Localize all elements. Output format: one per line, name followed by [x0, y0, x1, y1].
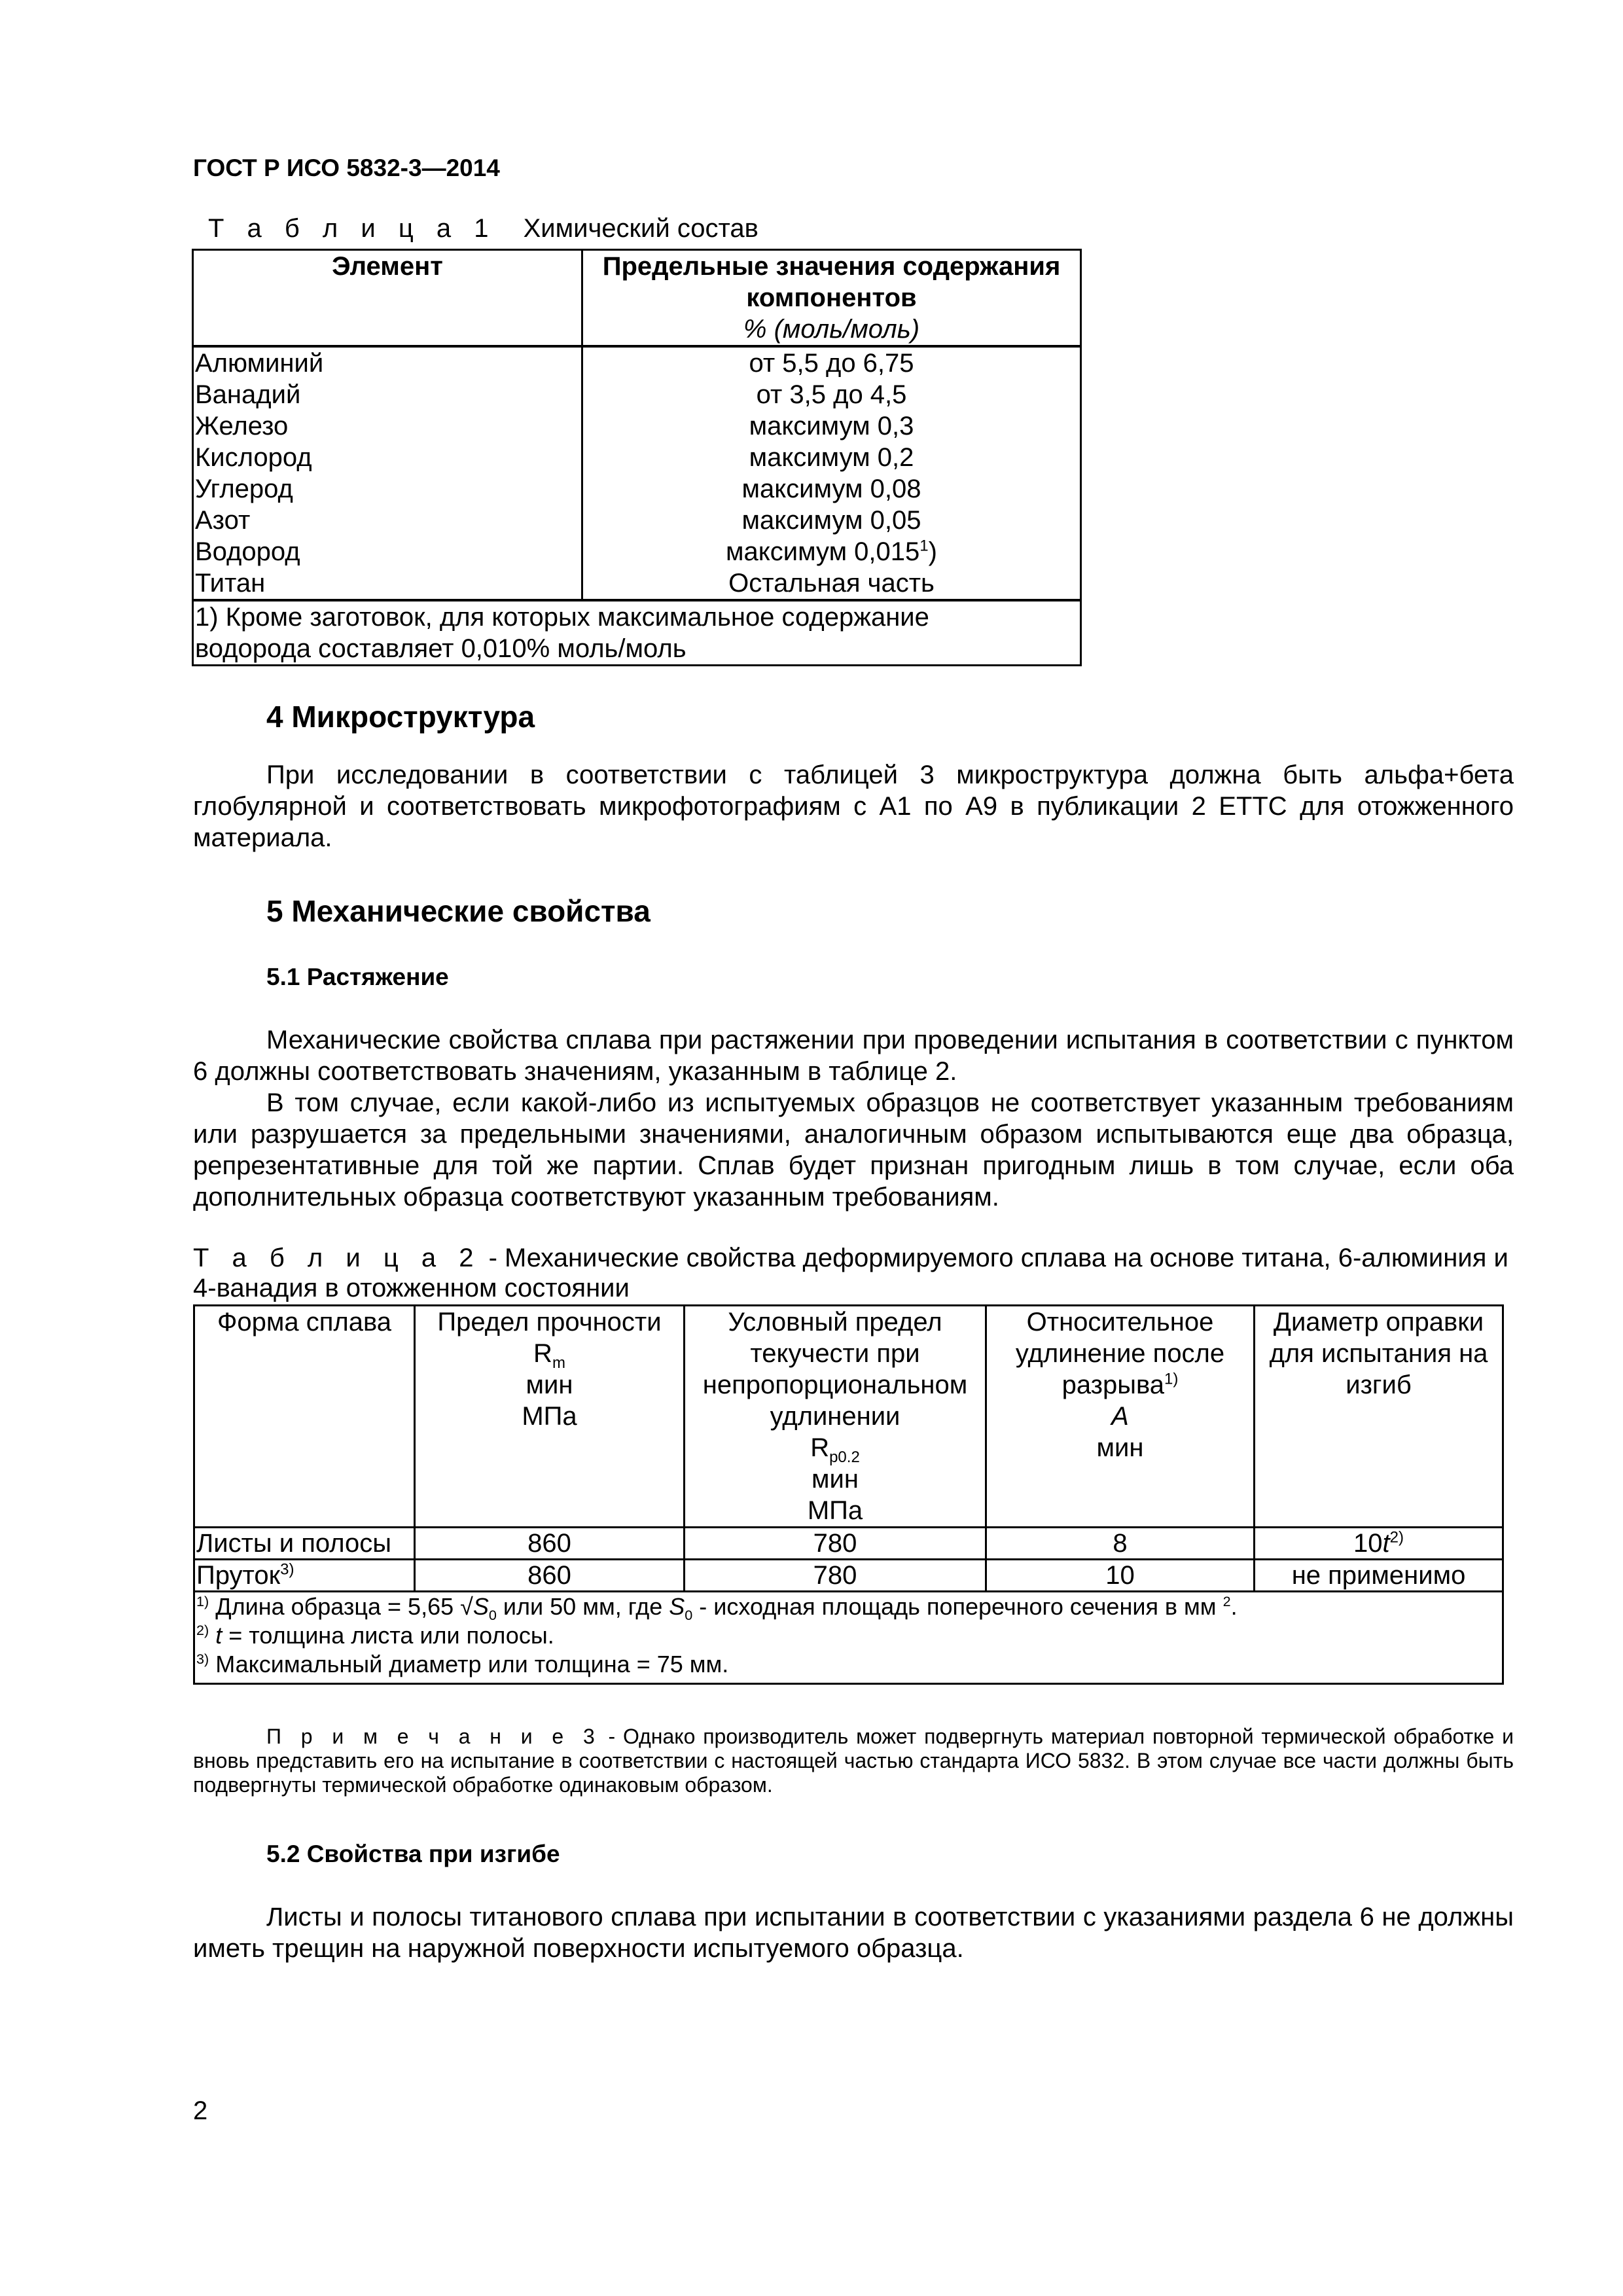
section5-2-body [193, 1901, 1514, 1964]
footnote-ref: 2) [1389, 1528, 1404, 1547]
header-line: изгиб [1346, 1371, 1412, 1399]
header-line [988, 1369, 1252, 1401]
header-line: Условный предел [728, 1308, 942, 1336]
bend-diameter-value [1255, 1528, 1503, 1560]
symbol: R [533, 1339, 552, 1368]
note-3-text: - Однако производитель может подвергнуть материал повторной термической обработке и вновь представить его на испытание в соответствии с настоящей частью стандарта ИСО 5832. В этом случае все части должны быть подвергнуты термической обработке одинаковым образом. [193, 1725, 1514, 1797]
footnote-text: или 50 мм, где [496, 1593, 669, 1620]
element-name: Азот [193, 505, 582, 536]
table-row [193, 442, 1081, 473]
table2-header-tensile [415, 1306, 685, 1528]
element-name: Титан [193, 567, 582, 600]
table1-caption-title: Химический состав [523, 214, 758, 243]
section5-1-body [193, 1024, 1514, 1213]
element-name: Углерод [193, 473, 582, 505]
table2-caption-line2: 4-ванадия в отожженном состоянии [193, 1274, 630, 1302]
alloy-form-text: Пруток [196, 1561, 281, 1590]
table-row [193, 473, 1081, 505]
footnote-sup: 2 [1222, 1593, 1231, 1609]
footnote-text: - исходная площадь поперечного сечения в мм [692, 1593, 1223, 1620]
footnote-sub: 0 [685, 1607, 693, 1624]
footnote-mark: 2) [196, 1622, 209, 1638]
element-value: от 3,5 до 4,5 [582, 379, 1081, 410]
table-row [193, 536, 1081, 567]
tensile-value: 860 [415, 1528, 685, 1560]
note-3-label: П р и м е ч а н и е 3 [266, 1725, 601, 1748]
footnote-text: . [1230, 1593, 1238, 1620]
mechanical-properties-table [193, 1304, 1504, 1685]
element-value: Остальная часть [582, 567, 1081, 600]
alloy-form [194, 1560, 415, 1592]
footnote-ref: 1) [1164, 1370, 1179, 1388]
header-line: мин [526, 1371, 573, 1399]
element-value: от 5,5 до 6,75 [582, 346, 1081, 379]
header-line: мин [812, 1465, 859, 1494]
chemical-composition-table [192, 249, 1082, 666]
bend-diameter-value [1255, 1560, 1503, 1592]
header-symbol [687, 1432, 984, 1466]
header-line: МПа [522, 1402, 577, 1431]
table-row [194, 1528, 1503, 1560]
section4-body [193, 759, 1514, 853]
element-value: максимум 0,3 [582, 410, 1081, 442]
header-line: удлинении [770, 1402, 901, 1431]
footnote-text: = толщина листа или полосы. [222, 1622, 554, 1649]
symbol-subscript: p0.2 [829, 1448, 860, 1466]
footnote-italic: S [473, 1593, 489, 1620]
table1-footnote-line1: 1) Кроме заготовок, для которых максимальное содержание [195, 603, 929, 632]
table1-header-limit-line2: компонентов [746, 283, 917, 312]
table2-header-elongation [986, 1306, 1255, 1528]
table1-header-limit [582, 250, 1081, 347]
footnote-ref: 3) [280, 1560, 294, 1579]
yield-value: 780 [685, 1528, 986, 1560]
table-row [193, 410, 1081, 442]
table2-header-bend-diameter [1255, 1306, 1503, 1528]
element-name: Железо [193, 410, 582, 442]
element-value [582, 536, 1081, 567]
table1-header-limit-line1: Предельные значения содержания [602, 252, 1061, 281]
note-3-paragraph [193, 1725, 1514, 1797]
table2-header-yield [685, 1306, 986, 1528]
table1-header-limit-unit: % (моль/моль) [743, 315, 920, 344]
header-line: мин [1096, 1433, 1144, 1462]
element-name: Водород [193, 536, 582, 567]
table2-footnote-3 [196, 1650, 1501, 1679]
symbol: R [810, 1433, 830, 1462]
table2-footnote-1 [196, 1592, 1501, 1624]
section5-1-paragraph2: В том случае, если какой-либо из испытуемых образцов не соответствует указанным требованиям или разрушается за предельными значениями, аналогичным образом испытываются еще два образца, репрезентативные для той же партии. Сплав будет признан пригодным лишь в том случае, если оба дополнительных образца соответствуют указанным требованиям. [193, 1088, 1514, 1211]
table1-header-element: Элемент [193, 250, 582, 347]
element-name: Кислород [193, 442, 582, 473]
footnote-text: Длина образца = 5,65 √ [209, 1593, 473, 1620]
footnote-text: Максимальный диаметр или толщина = 75 мм. [209, 1651, 729, 1677]
alloy-form-text: Листы и полосы [196, 1529, 392, 1558]
table-row [193, 346, 1081, 379]
symbol-subscript: m [552, 1354, 565, 1372]
section5-heading: 5 Механические свойства [266, 894, 651, 928]
table2-footnote-2 [196, 1621, 1501, 1650]
table1-footnote-line2: водорода составляет 0,010% моль/моль [195, 634, 687, 663]
section5-1-heading: 5.1 Растяжение [266, 963, 449, 990]
footnote-italic: S [669, 1593, 685, 1620]
bend-text: 10 [1353, 1529, 1383, 1558]
tensile-value: 860 [415, 1560, 685, 1592]
section4-paragraph: При исследовании в соответствии с таблицей 3 микроструктура должна быть альфа+бета глобулярной и соответствовать микрофотографиям с А1 по А9 в публикации 2 ЕТТС для отожженного материала. [193, 761, 1514, 852]
element-name: Алюминий [193, 346, 582, 379]
footnote-mark: 1) [196, 1593, 209, 1609]
value-suffix: ) [928, 537, 937, 566]
document-code: ГОСТ Р ИСО 5832-3—2014 [193, 154, 500, 181]
footnote-ref: 1 [919, 537, 929, 555]
section5-1-paragraph1: Механические свойства сплава при растяжении при проведении испытания в соответствии с пунктом 6 должны соответствовать значениям, указанным в таблице 2. [193, 1026, 1514, 1086]
footnote-mark: 3) [196, 1651, 209, 1667]
table2-caption-title: - Механические свойства деформируемого сплава на основе титана, 6-алюминия и [481, 1244, 1508, 1272]
element-value: максимум 0,2 [582, 442, 1081, 473]
element-value: максимум 0,08 [582, 473, 1081, 505]
yield-value: 780 [685, 1560, 986, 1592]
header-line: МПа [807, 1496, 863, 1525]
header-symbol [417, 1338, 682, 1372]
table2-caption-label: Т а б л и ц а 2 [193, 1244, 482, 1272]
alloy-form [194, 1528, 415, 1560]
section4-heading: 4 Микроструктура [266, 700, 535, 734]
page-number: 2 [193, 2096, 208, 2125]
section5-2-heading: 5.2 Свойства при изгибе [266, 1840, 560, 1867]
header-symbol: A [1111, 1402, 1129, 1431]
table2-footnotes [194, 1592, 1503, 1684]
note-3 [193, 1725, 1514, 1797]
table-row [194, 1560, 1503, 1592]
header-line: непропорциональном [702, 1371, 968, 1399]
bend-text: не применимо [1291, 1561, 1466, 1590]
header-text: разрыва [1061, 1371, 1165, 1399]
elongation-value: 8 [986, 1528, 1255, 1560]
header-line: Относительное [1026, 1308, 1214, 1336]
element-name: Ванадий [193, 379, 582, 410]
table-row [193, 379, 1081, 410]
footnote-italic: t [215, 1622, 223, 1649]
table-row [193, 567, 1081, 600]
table1-caption-label: Т а б л и ц а 1 [208, 214, 497, 243]
element-value: максимум 0,05 [582, 505, 1081, 536]
table2-caption [193, 1244, 1508, 1273]
header-line: Диаметр оправки [1273, 1308, 1484, 1336]
header-line: для испытания на [1269, 1339, 1488, 1368]
header-line: текучести при [750, 1339, 920, 1368]
section5-2-paragraph: Листы и полосы титанового сплава при испытании в соответствии с указаниями раздела 6 не должны иметь трещин на наружной поверхности испытуемого образца. [193, 1903, 1514, 1963]
header-line: Предел прочности [437, 1308, 662, 1336]
table1-caption [208, 214, 758, 243]
header-line: удлинение после [1015, 1339, 1225, 1368]
bend-italic: t [1382, 1529, 1390, 1558]
table1-footnote [193, 600, 1081, 666]
value-text: максимум 0,015 [726, 537, 920, 566]
footnote-sub: 0 [488, 1607, 497, 1624]
table-row [193, 505, 1081, 536]
elongation-value: 10 [986, 1560, 1255, 1592]
table2-header-form: Форма сплава [194, 1306, 415, 1528]
